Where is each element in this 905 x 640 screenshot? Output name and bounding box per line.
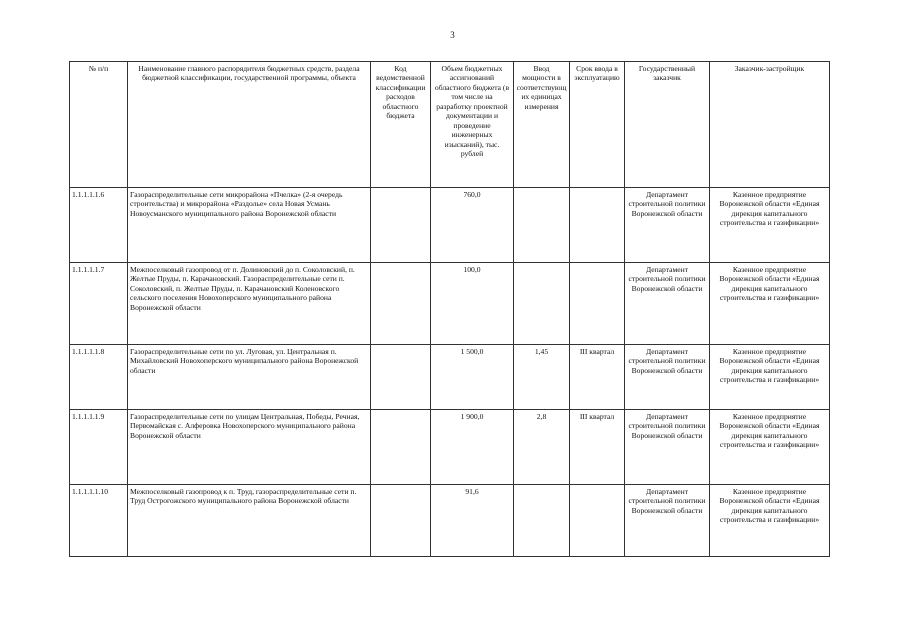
classification-code	[371, 485, 431, 557]
budget-table	[69, 61, 830, 557]
commissioning-term	[570, 188, 625, 263]
header-developer: Заказчик-застройщик	[710, 62, 830, 188]
object-name: Межпоселковый газопровод к п. Труд, газораспределительные сети п. Труд Острогожского муниципального района Воронежской области	[128, 485, 371, 557]
row-number: 1.1.1.1.1.8	[70, 345, 128, 410]
capacity-value	[514, 188, 570, 263]
header-customer: Государственный заказчик	[625, 62, 710, 188]
object-name: Газораспределительные сети микрорайона «Пчелка» (2-я очередь строительства) и микрорайона «Раздолье» села Новая Усмань Новоусманского муниципального района Воронежской области	[128, 188, 371, 263]
state-customer: Департамент строительной политики Воронежской области	[625, 485, 710, 557]
classification-code	[371, 410, 431, 485]
classification-code	[371, 263, 431, 345]
capacity-value: 1,45	[514, 345, 570, 410]
row-number: 1.1.1.1.1.6	[70, 188, 128, 263]
developer: Казенное предприятие Воронежской области «Единая дирекция капитального строительства и газификации»	[710, 345, 830, 410]
capacity-value	[514, 485, 570, 557]
commissioning-term: III квартал	[570, 410, 625, 485]
table-row	[70, 263, 830, 345]
capacity-value	[514, 263, 570, 345]
budget-volume: 1 900,0	[431, 410, 514, 485]
header-num: № п/п	[70, 62, 128, 188]
object-name: Газораспределительные сети по ул. Луговая, ул. Центральная п. Михайловский Новохоперского муниципального района Воронежской области	[128, 345, 371, 410]
state-customer: Департамент строительной политики Воронежской области	[625, 263, 710, 345]
budget-volume: 100,0	[431, 263, 514, 345]
header-name: Наименование главного распорядителя бюджетных средств, раздела бюджетной классификации, государственной программы, объекта	[128, 62, 371, 188]
header-volume: Объем бюджетных ассигнований областного бюджета (в том числе на разработку проектной документации и проведение инженерных изысканий), тыс. рублей	[431, 62, 514, 188]
developer: Казенное предприятие Воронежской области «Единая дирекция капитального строительства и газификации»	[710, 188, 830, 263]
commissioning-term	[570, 263, 625, 345]
header-term: Срок ввода в эксплуатацию	[570, 62, 625, 188]
state-customer: Департамент строительной политики Воронежской области	[625, 188, 710, 263]
object-name: Газораспределительные сети по улицам Центральная, Победы, Речная, Первомайская с. Алферовка Новохоперского муниципального района Воронежской области	[128, 410, 371, 485]
classification-code	[371, 188, 431, 263]
developer: Казенное предприятие Воронежской области «Единая дирекция капитального строительства и газификации»	[710, 485, 830, 557]
capacity-value: 2,8	[514, 410, 570, 485]
header-code: Код ведомственной классификации расходов областного бюджета	[371, 62, 431, 188]
table-row	[70, 485, 830, 557]
table-row	[70, 345, 830, 410]
budget-volume: 1 500,0	[431, 345, 514, 410]
table-row	[70, 188, 830, 263]
object-name: Межпоселковый газопровод от п. Долиновский до п. Соколовский, п. Желтые Пруды, п. Карачановский. Газораспределительные сети п. Соколовский, п. Желтые Пруды, п. Карачановский Коленовского сельского поселения Новохоперского муниципального района Воронежской области	[128, 263, 371, 345]
row-number: 1.1.1.1.1.10	[70, 485, 128, 557]
classification-code	[371, 345, 431, 410]
commissioning-term: III квартал	[570, 345, 625, 410]
header-capacity: Ввод мощности в соответствующих единицах измерения	[514, 62, 570, 188]
state-customer: Департамент строительной политики Воронежской области	[625, 410, 710, 485]
table-header-row	[70, 62, 830, 188]
developer: Казенное предприятие Воронежской области «Единая дирекция капитального строительства и газификации»	[710, 263, 830, 345]
budget-volume: 760,0	[431, 188, 514, 263]
table-row	[70, 410, 830, 485]
developer: Казенное предприятие Воронежской области «Единая дирекция капитального строительства и газификации»	[710, 410, 830, 485]
page-number: 3	[450, 30, 455, 40]
commissioning-term	[570, 485, 625, 557]
state-customer: Департамент строительной политики Воронежской области	[625, 345, 710, 410]
row-number: 1.1.1.1.1.7	[70, 263, 128, 345]
row-number: 1.1.1.1.1.9	[70, 410, 128, 485]
budget-volume: 91,6	[431, 485, 514, 557]
